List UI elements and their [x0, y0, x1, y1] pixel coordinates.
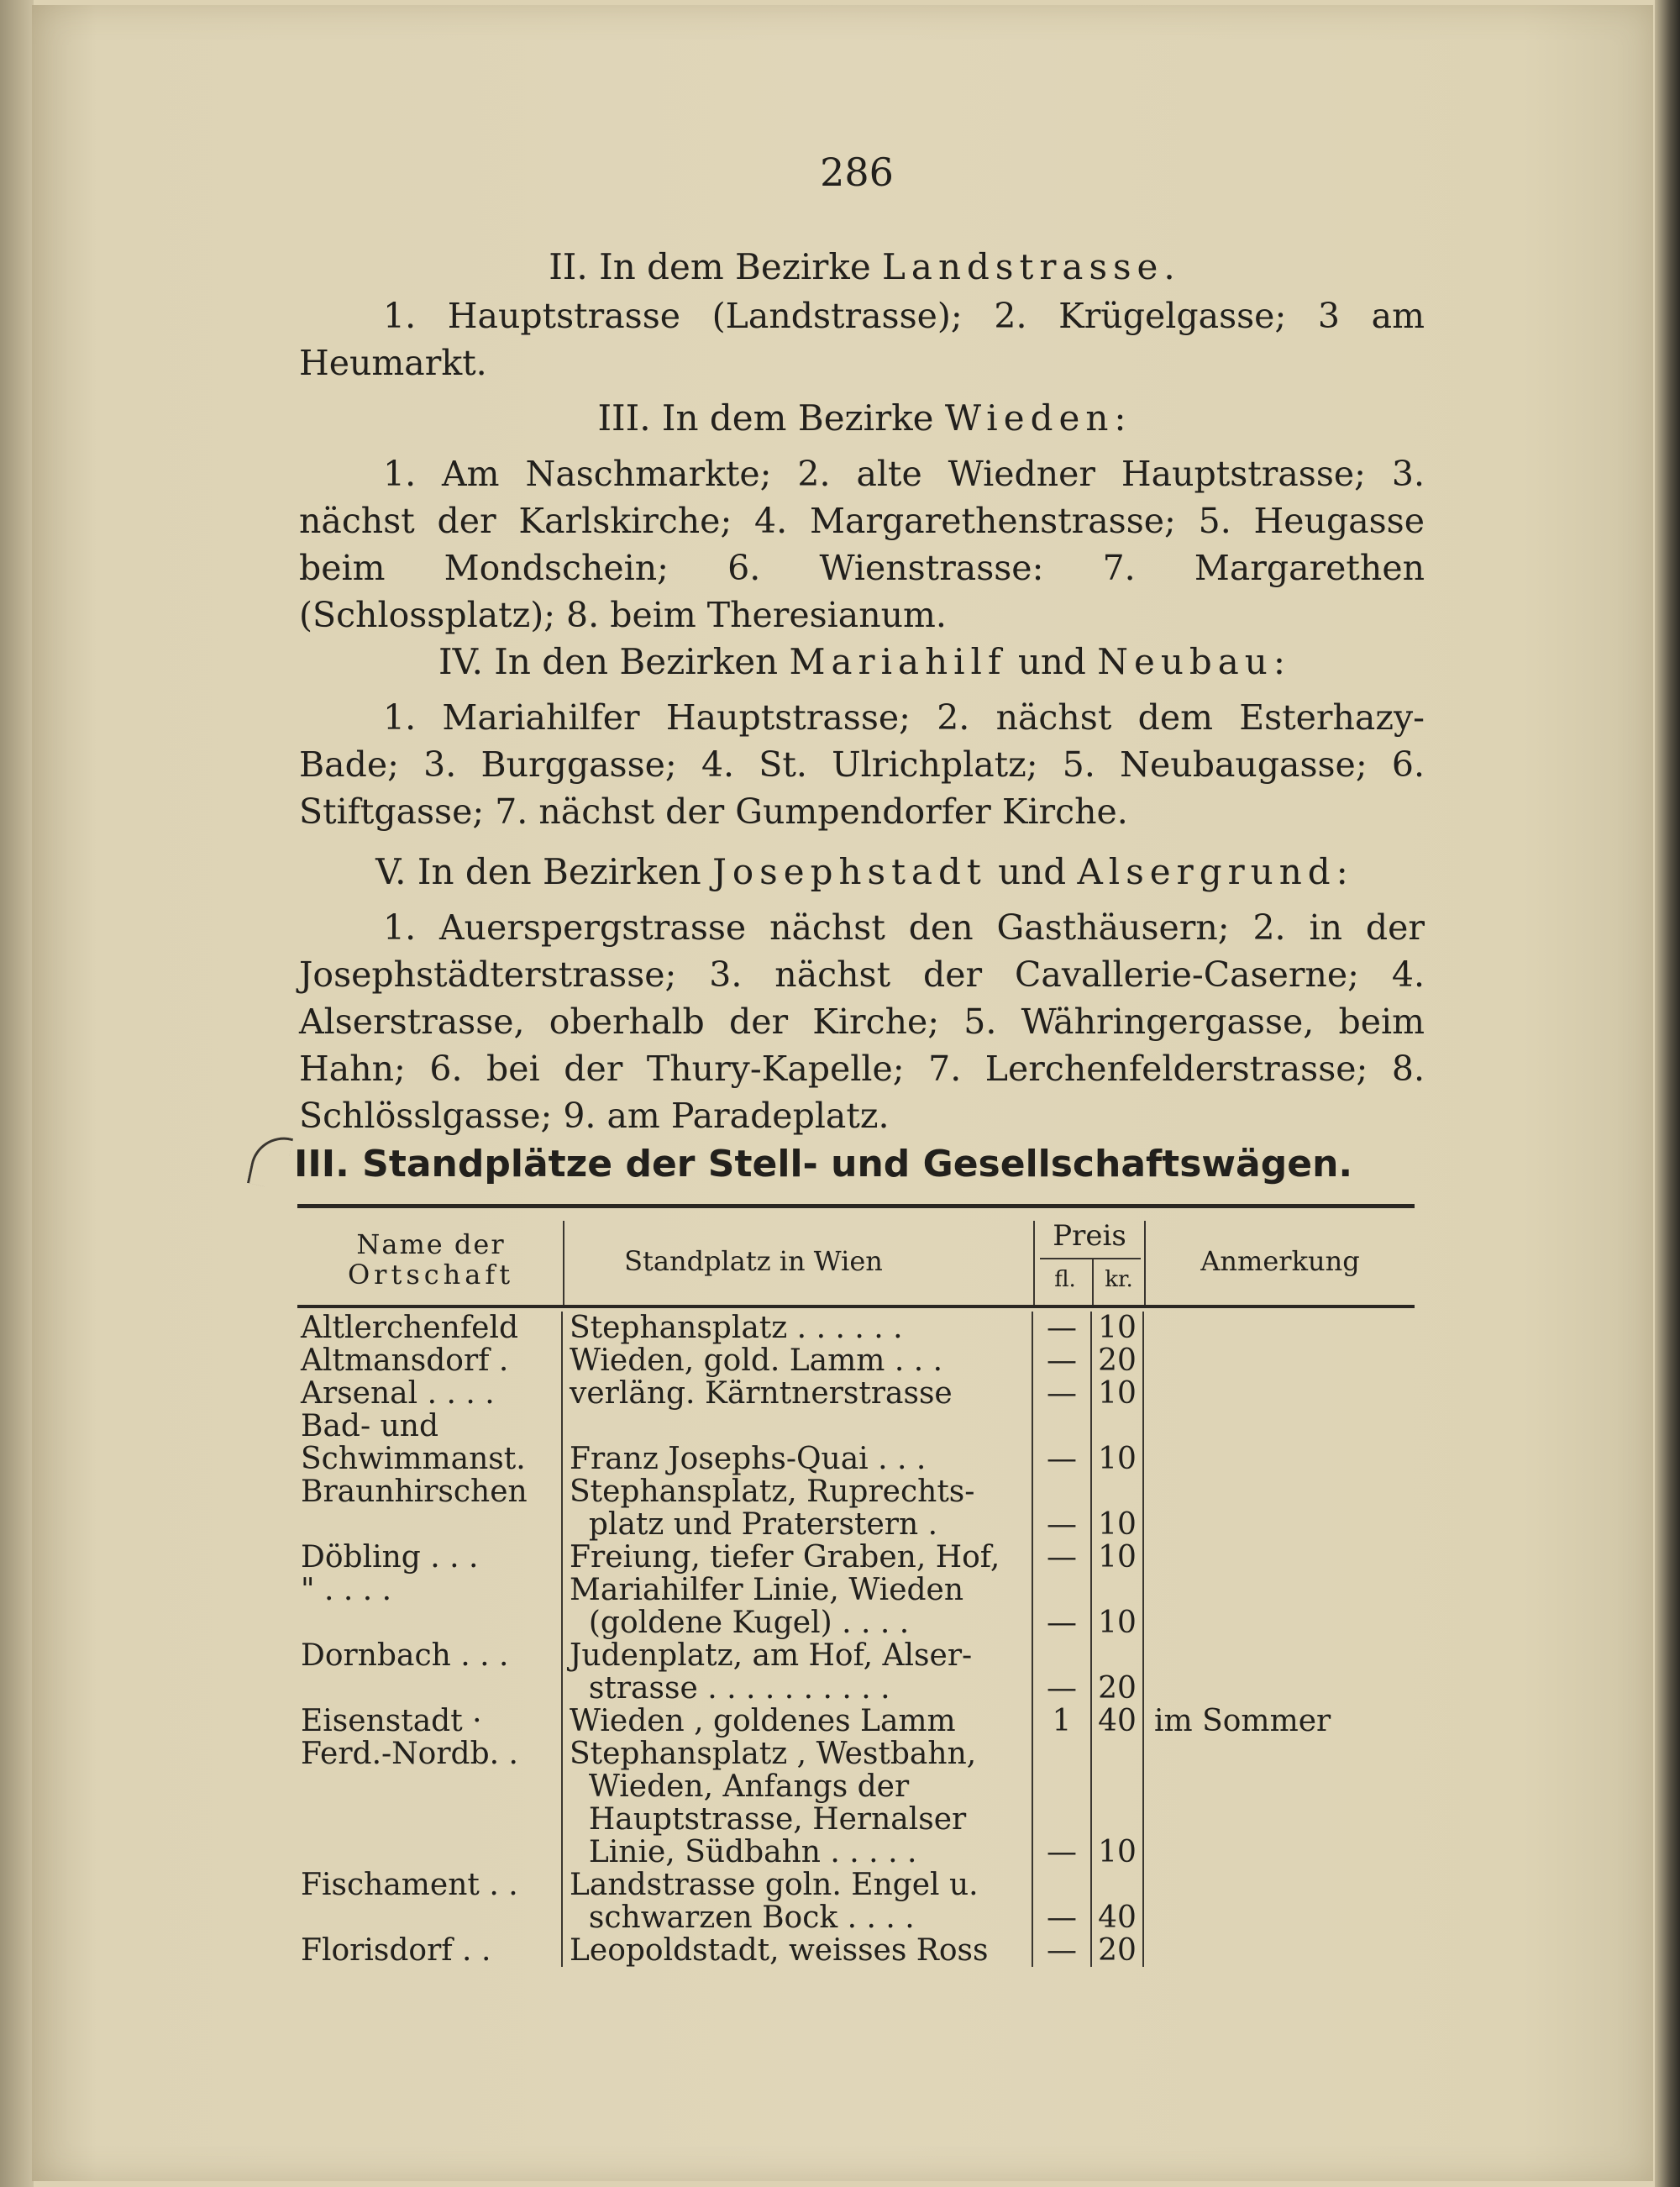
row-price-fl: —	[1047, 1507, 1077, 1542]
row-standplatz-line: Freiung, tiefer Graben, Hof,	[570, 1540, 1000, 1575]
section-heading	[299, 244, 1425, 292]
section-landstrasse	[299, 244, 1425, 386]
district-name: Wieden	[944, 397, 1115, 439]
row-name: Dornbach . . .	[301, 1638, 509, 1673]
row-name: Ferd.-Nordb. .	[301, 1737, 518, 1771]
table-row	[297, 1934, 1415, 1967]
header-name-line2: Ortschaft	[347, 1259, 515, 1291]
row-standplatz-line: strasse . . . . . . . . . .	[570, 1671, 890, 1706]
row-price-kr: 20	[1098, 1343, 1137, 1378]
page-number: 286	[820, 150, 894, 195]
row-name: Braunhirschen	[301, 1475, 528, 1509]
heading-suffix: .	[1163, 246, 1175, 287]
section-body: 1. Hauptstrasse (Landstrasse); 2. Krügelgasse; 3 am Heumarkt.	[299, 296, 1425, 383]
section-mariahilf-neubau	[299, 639, 1425, 835]
row-name: " . . . .	[301, 1573, 392, 1607]
header-divider	[1033, 1221, 1035, 1305]
header-name-line1: Name der	[356, 1228, 506, 1260]
table-top-rule	[297, 1204, 1415, 1208]
row-standplatz-line: Hauptstrasse, Hernalser	[570, 1802, 967, 1837]
row-price-kr: 40	[1098, 1704, 1137, 1738]
row-standplatz-line: Judenplatz, am Hof, Alser-	[570, 1638, 973, 1673]
section-heading	[299, 639, 1425, 694]
heading-prefix: III. In dem Bezirke	[597, 397, 945, 439]
page-edge	[1655, 0, 1680, 2187]
header-anmerkung: Anmerkung	[1200, 1245, 1360, 1277]
row-price-kr: 20	[1098, 1671, 1137, 1706]
row-price-fl: —	[1047, 1442, 1077, 1476]
heading-prefix: II. In dem Bezirke	[549, 246, 883, 287]
row-price-kr: 10	[1098, 1507, 1137, 1542]
row-standplatz-line: Linie, Südbahn . . . . .	[570, 1835, 917, 1869]
row-standplatz-line: verläng. Kärntnerstrasse	[570, 1376, 953, 1411]
row-standplatz-line: Franz Josephs-Quai . . .	[570, 1442, 927, 1476]
row-standplatz-line: Wieden , goldenes Lamm	[570, 1704, 956, 1738]
row-standplatz-line: Wieden, gold. Lamm . . .	[570, 1343, 943, 1378]
row-standplatz-line: schwarzen Bock . . . .	[570, 1900, 915, 1935]
row-price-fl: —	[1047, 1311, 1077, 1345]
row-price-kr: 10	[1098, 1442, 1137, 1476]
table-row	[297, 1312, 1415, 1344]
heading-mid: und	[1006, 641, 1098, 682]
header-fl: fl.	[1054, 1267, 1076, 1292]
row-name: Altmansdorf .	[301, 1343, 509, 1378]
row-name: Eisenstadt ·	[301, 1704, 482, 1738]
row-price-fl: 1	[1052, 1704, 1072, 1738]
district-name: Landstrasse	[882, 246, 1164, 287]
row-standplatz-line: Wieden, Anfangs der	[570, 1769, 910, 1804]
row-price-fl: —	[1047, 1540, 1077, 1575]
row-standplatz-line: platz und Praterstern .	[570, 1507, 938, 1542]
district-name: Josephstadt	[712, 851, 987, 892]
row-name: Döbling . . .	[301, 1540, 479, 1575]
table-row	[297, 1869, 1415, 1934]
row-price-kr: 10	[1098, 1311, 1137, 1345]
section-heading	[299, 395, 1425, 450]
section-wieden	[299, 395, 1425, 639]
table-row	[297, 1738, 1415, 1869]
row-price-kr: 10	[1098, 1376, 1137, 1411]
row-standplatz-line: Stephansplatz , Westbahn,	[570, 1737, 977, 1771]
header-preis: Preis	[1053, 1219, 1126, 1253]
heading-suffix: :	[1336, 851, 1348, 892]
row-price-fl: —	[1047, 1606, 1077, 1640]
header-divider	[563, 1221, 564, 1305]
row-standplatz-line: Stephansplatz . . . . . .	[570, 1311, 903, 1345]
row-name: Bad- und	[301, 1409, 438, 1443]
row-name: Altlerchenfeld	[301, 1311, 519, 1345]
table-row	[297, 1705, 1415, 1738]
row-name: Florisdorf . .	[301, 1933, 491, 1968]
header-divider	[1144, 1221, 1146, 1305]
district-name: Mariahilf	[789, 641, 1007, 682]
district-name-2: Alsergrund	[1077, 851, 1336, 892]
row-name: Fischament . .	[301, 1868, 518, 1902]
row-standplatz-line: Landstrasse goln. Engel u.	[570, 1868, 979, 1902]
row-standplatz-line: Stephansplatz, Ruprechts-	[570, 1475, 975, 1509]
table-row	[297, 1574, 1415, 1639]
heading-suffix: :	[1114, 397, 1126, 439]
header-standplatz: Standplatz in Wien	[624, 1245, 883, 1277]
heading-prefix: V. In den Bezirken	[375, 851, 713, 892]
table-row	[297, 1410, 1415, 1475]
table-title: III. Standplätze der Stell- und Gesellschaftswägen.	[294, 1143, 1353, 1186]
row-price-kr: 10	[1098, 1606, 1137, 1640]
row-standplatz-line: Leopoldstadt, weisses Ross	[570, 1933, 989, 1968]
row-price-kr: 40	[1098, 1900, 1137, 1935]
row-price-fl: —	[1047, 1343, 1077, 1378]
table-row	[297, 1475, 1415, 1541]
heading-mid: und	[986, 851, 1078, 892]
row-price-fl: —	[1047, 1933, 1077, 1968]
header-divider	[1092, 1259, 1094, 1305]
section-body: 1. Am Naschmarkte; 2. alte Wiedner Hauptstrasse; 3. nächst der Karlskirche; 4. Margarethenstrasse; 5. Heugasse beim Mondschein; 6. Wienstrasse: 7. Margarethen (Schlossplatz); 8. beim Theresianum.	[299, 454, 1425, 635]
district-name-2: Neubau	[1097, 641, 1273, 682]
header-kr: kr.	[1105, 1267, 1133, 1292]
table-row	[297, 1541, 1415, 1574]
row-price-fl: —	[1047, 1376, 1077, 1411]
row-price-kr: 10	[1098, 1835, 1137, 1869]
row-note: im Sommer	[1154, 1704, 1331, 1738]
header-bottom-rule	[297, 1305, 1415, 1308]
header-name	[297, 1229, 564, 1290]
section-body: 1. Mariahilfer Hauptstrasse; 2. nächst dem Esterhazy-Bade; 3. Burggasse; 4. St. Ulrichplatz; 5. Neubaugasse; 6. Stiftgasse; 7. nächst der Gumpendorfer Kirche.	[299, 697, 1425, 832]
preis-divider	[1040, 1258, 1141, 1259]
row-name-continued: Schwimmanst.	[301, 1442, 526, 1476]
section-heading	[299, 849, 1425, 904]
table-row	[297, 1639, 1415, 1705]
table-row	[297, 1344, 1415, 1377]
table-row	[297, 1377, 1415, 1410]
row-standplatz-line: Mariahilfer Linie, Wieden	[570, 1573, 964, 1607]
section-body: 1. Auerspergstrasse nächst den Gasthäusern; 2. in der Josephstädterstrasse; 3. nächst der Cavallerie-Caserne; 4. Alserstrasse, oberhalb der Kirche; 5. Währingergasse, beim Hahn; 6. bei der Thury-Kapelle; 7. Lerchenfelderstrasse; 8. Schlösslgasse; 9. am Paradeplatz.	[299, 907, 1425, 1136]
row-price-kr: 10	[1098, 1540, 1137, 1575]
heading-prefix: IV. In den Bezirken	[438, 641, 790, 682]
row-price-fl: —	[1047, 1900, 1077, 1935]
section-josephstadt-alsergrund	[299, 849, 1425, 1139]
book-spine	[0, 0, 34, 2187]
heading-suffix: :	[1273, 641, 1286, 682]
row-standplatz-line: (goldene Kugel) . . . .	[570, 1606, 910, 1640]
row-price-fl: —	[1047, 1671, 1077, 1706]
row-price-fl: —	[1047, 1835, 1077, 1869]
row-price-kr: 20	[1098, 1933, 1137, 1968]
row-name: Arsenal . . . .	[301, 1376, 495, 1411]
